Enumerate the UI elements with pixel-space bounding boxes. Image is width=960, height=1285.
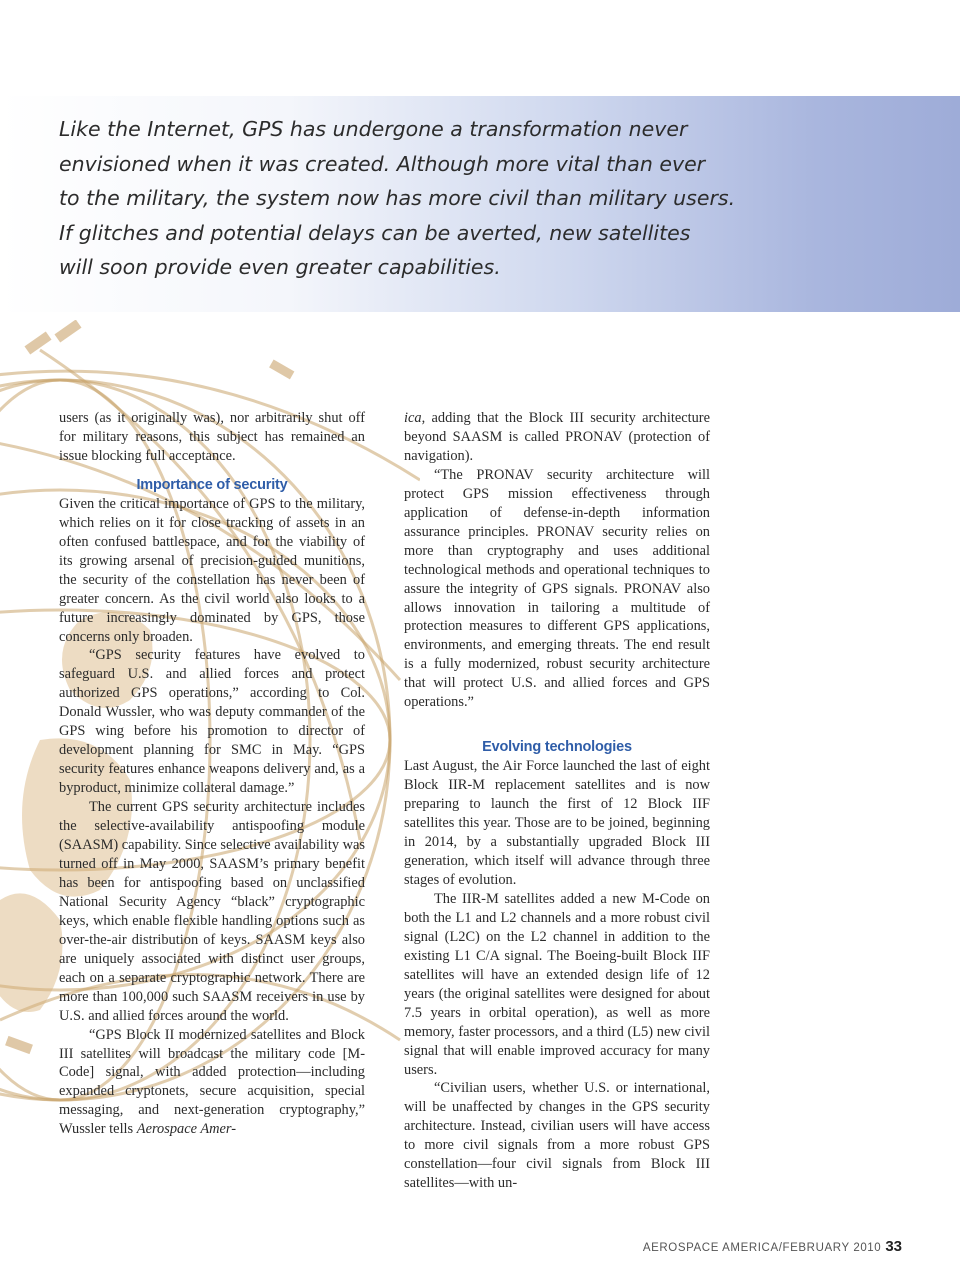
deck-line: will soon provide even greater capabilities. <box>59 255 501 280</box>
paragraph-text: “GPS Block II modernized satellites and Block III satellites will broadcast the military code [M-Code] signal, with added protection—including expanded cryptonets, secure acquisition, special messaging, and next-generation cryptography,” Wussler tells <box>59 1026 365 1138</box>
publication-line: AEROSPACE AMERICA/FEBRUARY 2010 <box>642 1242 882 1254</box>
paragraph: Given the critical importance of GPS to the military, which relies on it for close tracking of assets in an often confused battlespace, and for the viability of its growing arsenal of precision-guided munitions, the security of the constellation has never been of greater concern. As the civil world also looks to a future increasingly dominated by GPS, those concerns only broaden. <box>59 495 365 645</box>
left-column <box>59 409 365 1139</box>
deck-line: envisioned when it was created. Although more vital than ever <box>59 151 706 176</box>
paragraph: users (as it originally was), nor arbitrarily shut off for military reasons, this subject has remained an issue blocking full acceptance. <box>59 410 365 464</box>
publication-name: Aerospace Amer- <box>136 1121 236 1138</box>
paragraph-text: , adding that the Block III security architecture beyond SAASM is called PRONAV (protection of navigation). <box>404 410 710 464</box>
page-number: 33 <box>885 1238 902 1255</box>
publication-name-continued: ica <box>404 410 422 426</box>
pull-quote-deck <box>59 112 736 285</box>
section-heading-importance-of-security: Importance of security <box>136 476 288 493</box>
paragraph: “GPS security features have evolved to safeguard U.S. and allied forces and protect authorized GPS operations,” according to Col. Donald Wussler, who was deputy commander of the GPS wing before his promotion to director of development planning for SMC in May. “GPS security features enhance weapons delivery and, as a byproduct, minimize collateral damage.” <box>59 647 365 797</box>
paragraph <box>59 1026 365 1140</box>
section-heading-evolving-technologies: Evolving technologies <box>482 739 632 756</box>
paragraph: “Civilian users, whether U.S. or international, will be unaffected by changes in the GPS security architecture. Instead, civilian users will have access to more civil signals from a more robust GPS constellation—four civil signals from Block III satellites—with un- <box>404 1080 710 1192</box>
right-column <box>404 409 710 1193</box>
deck-line: If glitches and potential delays can be averted, new satellites <box>59 220 691 245</box>
paragraph: The current GPS security architecture includes the selective-availability antispoofing module (SAASM) capability. Since selective availability was turned off in May 2000, SAASM’s primary benefit has been for antispoofing based on unclassified National Security Agency “black” cryptographic keys, which enable flexible handling options such as over-the-air distribution of keys. SAASM keys also are uniquely associated with distinct user groups, each on a separate cryptographic network. There are more than 100,000 such SAASM receivers in use by U.S. and allied forces around the world. <box>59 799 365 1024</box>
paragraph: “The PRONAV security architecture will protect GPS mission effectiveness through application of defense-in-depth information assurance principles. PRONAV security relies on more than cryptography and uses additional technological methods and operational techniques to assure the integrity of GPS signals. PRONAV also allows innovation in tailoring a multitude of protection measures to different GPS applications, environments, and emerging threats. The end result is a fully modernized, robust security architecture that will protect U.S. and allied forces and GPS operations.” <box>404 466 710 711</box>
paragraph <box>404 409 710 466</box>
page-footer <box>643 1238 902 1255</box>
deck-line: Like the Internet, GPS has undergone a transformation never <box>59 117 688 141</box>
paragraph: Last August, the Air Force launched the last of eight Block IIR-M replacement satellites and is now preparing to launch the first of 12 Block IIF satellites this year. Those are to be joined, beginning in 2014, by a substantially upgraded Block III generation, which itself will advance through three stages of evolution. <box>404 758 710 888</box>
deck-line: to the military, the system now has more civil than military users. <box>59 186 736 211</box>
paragraph: The IIR-M satellites added a new M-Code on both the L1 and L2 channels and a more robust civil signal (L2C) on the L2 channel in addition to the existing L1 C/A signal. The Boeing-built Block IIF satellites will have an extended design life of 12 years (the original satellites were designed for about 7.5 years in orbital operation), as well as more memory, faster processors, and a third (L5) new civil signal that will enable improved accuracy for many users. <box>404 890 710 1078</box>
